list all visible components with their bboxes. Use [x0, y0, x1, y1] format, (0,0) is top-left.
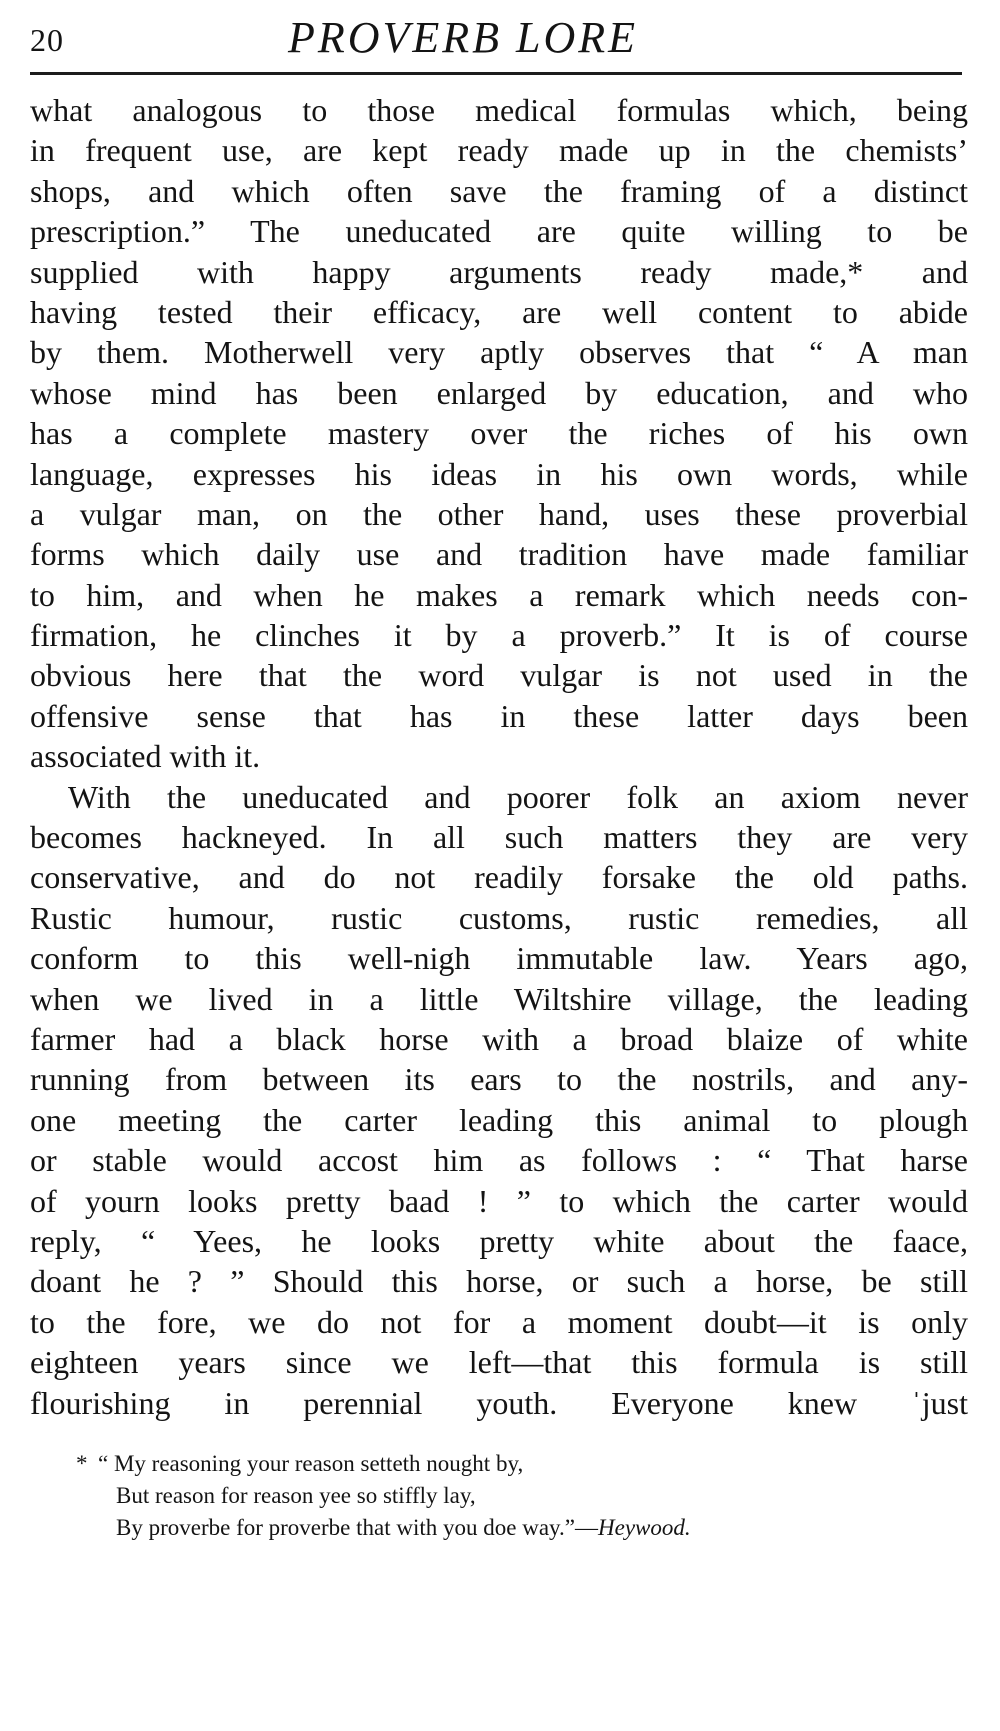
text-line: of yourn looks pretty baad ! ” to which the carter would: [30, 1182, 968, 1219]
text-line: or stable would accost him as follows : “ That harse: [30, 1142, 968, 1179]
footnote-line: [76, 1512, 956, 1544]
text-line: reply, “ Yees, he looks pretty white about the faace,: [30, 1222, 968, 1259]
text-line: whose mind has been enlarged by education, and who: [30, 374, 968, 411]
text-line: prescription.” The uneducated are quite willing to be: [30, 213, 968, 250]
page-number: 20: [30, 22, 64, 58]
text-line: offensive sense that has in these latter days been: [30, 697, 968, 734]
text-line: forms which daily use and tradition have made familiar: [30, 536, 968, 573]
text-line: Rustic humour, rustic customs, rustic remedies, all: [30, 899, 968, 936]
footnote-line: But reason for reason yee so stiffly lay,: [116, 1483, 476, 1508]
text-line: farmer had a black horse with a broad blaize of white: [30, 1020, 968, 1057]
text-line: obvious here that the word vulgar is not used in the: [30, 657, 968, 694]
body-text: [30, 90, 968, 1423]
header-rule: [30, 72, 962, 75]
page-header: [30, 6, 962, 68]
text-line: having tested their efficacy, are well content to abide: [30, 293, 968, 330]
text-line: to the fore, we do not for a moment doubt—it is only: [30, 1303, 968, 1340]
text-line: conservative, and do not readily forsake the old paths.: [30, 859, 968, 896]
text-line: language, expresses his ideas in his own words, while: [30, 455, 968, 492]
footnote-text: “ My reasoning your reason setteth nought by,: [98, 1451, 524, 1476]
text-line: firmation, he clinches it by a proverb.” It is of course: [30, 617, 968, 654]
text-line: one meeting the carter leading this animal to plough: [30, 1101, 968, 1138]
text-line: what analogous to those medical formulas which, being: [30, 92, 968, 128]
footnote-line: [76, 1448, 956, 1480]
text-line: eighteen years since we left—that this formula is still: [30, 1344, 968, 1381]
text-line: flourishing in perennial youth. Everyone knew ˈjust: [30, 1384, 968, 1421]
running-title: PROVERB LORE: [288, 13, 639, 62]
text-line: by them. Motherwell very aptly observes that “ A man: [30, 334, 968, 371]
text-line: conform to this well-nigh immutable law. Years ago,: [30, 940, 968, 977]
text-line: becomes hackneyed. In all such matters they are very: [30, 819, 968, 856]
footnote-text: By proverbe for proverbe that with you doe way.”—: [116, 1515, 599, 1540]
text-line: to him, and when he makes a remark which needs con-: [30, 576, 968, 613]
paragraph-start-line: With the uneducated and poorer folk an axiom never: [68, 778, 968, 815]
text-line: running from between its ears to the nostrils, and any-: [30, 1061, 968, 1098]
text-line: a vulgar man, on the other hand, uses these proverbial: [30, 495, 968, 532]
text-line: when we lived in a little Wiltshire village, the leading: [30, 980, 968, 1017]
text-line: has a complete mastery over the riches of his own: [30, 415, 968, 452]
text-line: doant he ? ” Should this horse, or such a horse, be still: [30, 1263, 968, 1300]
footnote-attribution: Heywood.: [598, 1515, 691, 1540]
footnote-marker: *: [76, 1451, 88, 1476]
text-line: supplied with happy arguments ready made,* and: [30, 253, 968, 290]
paragraph-end-line: associated with it.: [30, 738, 261, 775]
text-line: in frequent use, are kept ready made up in the chemists’: [30, 132, 968, 169]
text-line: shops, and which often save the framing of a distinct: [30, 172, 968, 209]
footnote: [76, 1448, 956, 1544]
